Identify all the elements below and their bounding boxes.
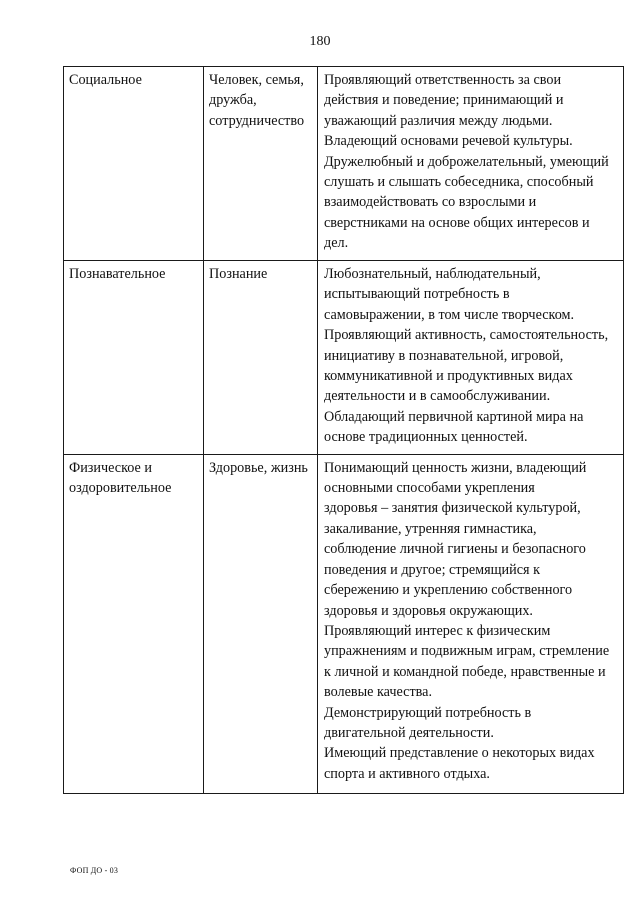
target-cell (318, 454, 624, 793)
direction-cell (64, 454, 204, 793)
target-cell (318, 67, 624, 261)
education-directions-table (63, 66, 624, 794)
target-text: Любознательный, наблюдательный, испытывающий потребность в самовыражении, в том числе творческом. Проявляющий активность, самостоятельность, инициативу в познавательной, игровой, коммуникативной и продуктивных видах деятельности и в самообслуживании. Обладающий первичной картиной мира на основе традиционных ценностей. (324, 266, 609, 446)
footer-code: ФОП ДО - 03 (70, 866, 119, 875)
direction-label: Познавательное (69, 266, 166, 282)
values-cell (204, 454, 318, 793)
values-cell (204, 67, 318, 261)
table-row (64, 67, 624, 261)
values-label: Здоровье, жизнь (209, 459, 308, 476)
values-label: Человек, семья, дружба, сотрудничество (209, 72, 305, 129)
table-row (64, 454, 624, 793)
direction-label: Социальное (69, 72, 142, 88)
table-row (64, 261, 624, 455)
target-text: Понимающий ценность жизни, владеющий основными способами укрепления здоровья – занятия физической культурой, закаливание, утренняя гимнастика, соблюдение личной гигиены и безопасного поведения и другое; стремящийся к сбережению и укреплению собственного здоровья и здоровья окружающих. Проявляющий интерес к физическим упражнениям и подвижным играм, стремление к личной и командной победе, нравственные и волевые качества. Демонстрирующий потребность в двигательной деятельности. Имеющий представление о некоторых видах спорта и активного отдыха. (324, 459, 610, 782)
values-cell (204, 261, 318, 455)
direction-cell (64, 261, 204, 455)
values-label: Познание (209, 266, 268, 282)
direction-cell (64, 67, 204, 261)
target-text: Проявляющий ответственность за свои действия и поведение; принимающий и уважающий различия между людьми. Владеющий основами речевой культуры. Дружелюбный и доброжелательный, умеющий слушать и слышать собеседника, способный взаимодействовать со взрослыми и сверстниками на основе общих интересов и дел. (324, 72, 609, 252)
target-cell (318, 261, 624, 455)
page-number: 180 (309, 34, 331, 49)
direction-label: Физическое и оздоровительное (69, 459, 172, 497)
